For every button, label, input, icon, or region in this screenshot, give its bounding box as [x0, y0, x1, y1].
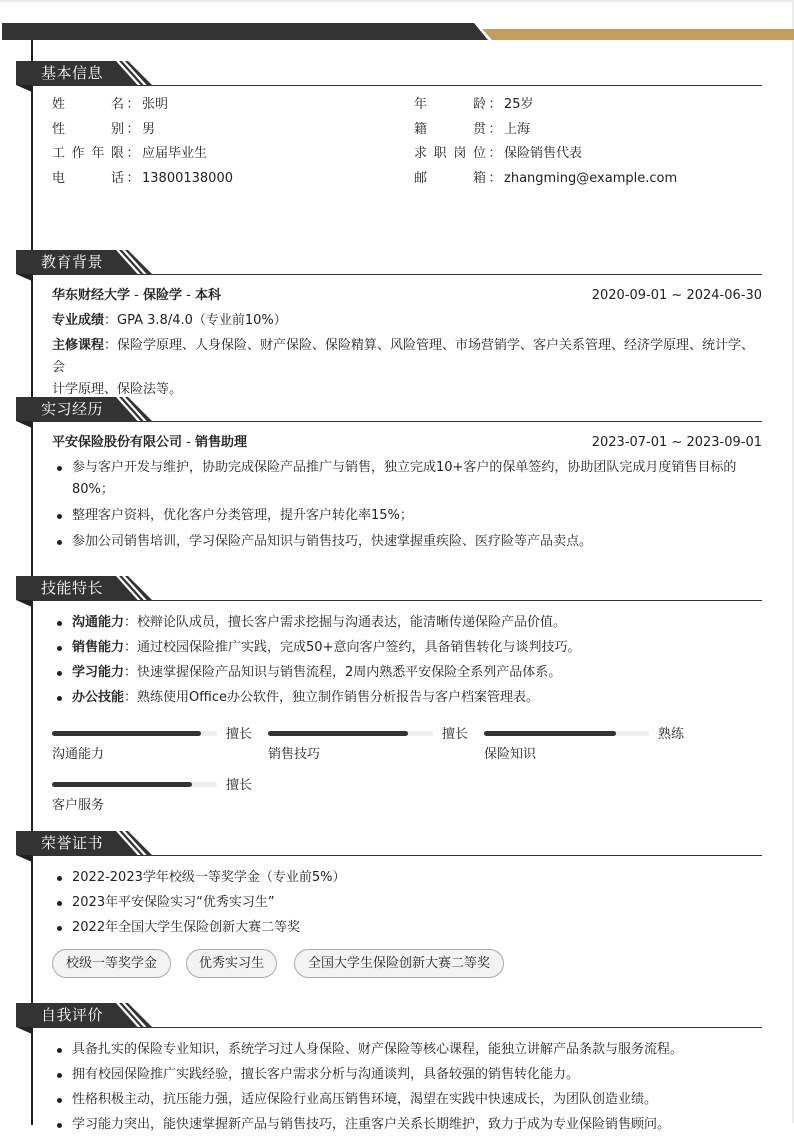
skill-fill	[52, 731, 201, 736]
internship-date: 2023-07-01 ~ 2023-09-01	[591, 435, 762, 450]
list-item: 沟通能力：校辩论队成员，擅长客户需求挖掘与沟通表达，能清晰传递保险产品价值。	[52, 612, 764, 634]
list-item: 2023年平安保险实习“优秀实习生”	[52, 892, 764, 914]
list-item: 参加公司销售培训，学习保险产品知识与销售技巧，快速掌握重疾险、医疗险等产品卖点。	[52, 531, 764, 553]
skills-bullets	[52, 612, 764, 709]
skill-bar-sales: 擅长 销售技巧	[268, 727, 469, 762]
list-item: 2022-2023学年校级一等奖学金（专业前5%）	[52, 867, 764, 889]
skill-track	[52, 731, 217, 736]
internship-heading: 平安保险股份有限公司 - 销售助理	[52, 435, 247, 450]
skill-track	[268, 731, 433, 736]
skill-fill	[268, 731, 408, 736]
section-header	[0, 576, 794, 606]
section-internship	[0, 397, 794, 557]
section-title: 自我评价	[41, 1006, 104, 1024]
tab-fold-decoration	[16, 600, 32, 607]
header-bar-gold	[482, 29, 794, 40]
email-link[interactable]: zhangming@example.com	[504, 171, 678, 186]
header-bar-dark	[2, 23, 488, 40]
education-heading: 华东财经大学 - 保险学 - 本科	[52, 288, 221, 303]
section-divider	[32, 1027, 762, 1028]
section-skills	[0, 576, 794, 816]
honor-tag: 校级一等奖学金	[52, 949, 171, 978]
section-title: 技能特长	[41, 579, 104, 597]
section-header	[0, 397, 794, 427]
info-hometown: 籍贯 ： 上海	[414, 122, 531, 137]
skill-fill	[484, 731, 616, 736]
tab-fold-decoration	[16, 855, 32, 862]
info-target-position: 求职岗位 ： 保险销售代表	[414, 146, 583, 161]
section-education	[0, 250, 794, 397]
skill-track	[484, 731, 649, 736]
tab-fold-decoration	[16, 1027, 32, 1034]
list-item: 参与客户开发与维护，协助完成保险产品推广与销售，独立完成10+客户的保单签约，协助团队完成月度销售目标的 80%；	[52, 457, 764, 501]
skill-bar-customer-service: 擅长 客户服务	[52, 778, 253, 813]
section-header	[0, 1003, 794, 1033]
info-phone: 电话 ： 13800138000	[52, 171, 233, 186]
section-title: 实习经历	[41, 400, 104, 418]
section-header	[0, 831, 794, 861]
list-item: 性格积极主动，抗压能力强，适应保险行业高压销售环境，渴望在实践中快速成长，为团队创造业绩。	[52, 1089, 764, 1111]
list-item: 2022年全国大学生保险创新大赛二等奖	[52, 917, 764, 939]
section-divider	[32, 274, 762, 275]
section-title: 基本信息	[41, 64, 104, 82]
info-age: 年龄 ： 25岁	[414, 97, 534, 112]
list-item: 拥有校园保险推广实践经验，擅长客户需求分析与沟通谈判，具备较强的销售转化能力。	[52, 1064, 764, 1086]
section-title: 教育背景	[41, 253, 104, 271]
section-honors	[0, 831, 794, 981]
list-item: 学习能力突出，能快速掌握新产品与销售技巧，注重客户关系长期维护，致力于成为专业保险销售顾问。	[52, 1114, 764, 1136]
info-work-years: 工作年限 ： 应届毕业生	[52, 146, 208, 161]
education-courses: 主修课程：保险学原理、人身保险、财产保险、保险精算、风险管理、市场营销学、客户关系管理、经济学原理、统计学、会 计学原理、保险法等。	[52, 338, 755, 397]
skill-track	[52, 782, 217, 787]
education-date: 2020-09-01 ~ 2024-06-30	[591, 288, 762, 303]
self-eval-bullets	[52, 1039, 764, 1136]
honors-bullets	[52, 867, 764, 939]
section-divider	[32, 421, 762, 422]
skill-bar-communication: 擅长 沟通能力	[52, 727, 253, 762]
honor-tags	[52, 949, 772, 979]
section-title: 荣誉证书	[41, 834, 104, 852]
honor-tag: 优秀实习生	[186, 949, 277, 978]
section-header	[0, 61, 794, 91]
section-basic-info	[0, 61, 794, 201]
list-item: 销售能力：通过校园保险推广实践，完成50+意向客户签约，具备销售转化与谈判技巧。	[52, 637, 764, 659]
list-item: 整理客户资料，优化客户分类管理，提升客户转化率15%；	[52, 505, 764, 527]
skill-fill	[52, 782, 192, 787]
honor-tag: 全国大学生保险创新大赛二等奖	[294, 949, 504, 978]
info-gender: 性别 ： 男	[52, 122, 156, 137]
info-email: 邮箱 ： zhangming@example.com	[414, 171, 678, 186]
education-gpa: 专业成绩：GPA 3.8/4.0（专业前10%）	[52, 313, 287, 328]
section-divider	[32, 855, 762, 856]
section-header	[0, 250, 794, 280]
list-item: 办公技能：熟练使用Office办公软件，独立制作销售分析报告与客户档案管理表。	[52, 687, 764, 709]
tab-fold-decoration	[16, 274, 32, 281]
skill-bar-insurance-knowledge: 熟练 保险知识	[484, 727, 685, 762]
info-name: 姓名 ： 张明	[52, 97, 169, 112]
list-item: 学习能力：快速掌握保险产品知识与销售流程，2周内熟悉平安保险全系列产品体系。	[52, 662, 764, 684]
tab-fold-decoration	[16, 85, 32, 92]
section-divider	[32, 85, 762, 86]
internship-bullets	[52, 457, 764, 553]
tab-fold-decoration	[16, 421, 32, 428]
section-divider	[32, 600, 762, 601]
list-item: 具备扎实的保险专业知识，系统学习过人身保险、财产保险等核心课程，能独立讲解产品条款与服务流程。	[52, 1039, 764, 1061]
section-self-evaluation	[0, 1003, 794, 1132]
